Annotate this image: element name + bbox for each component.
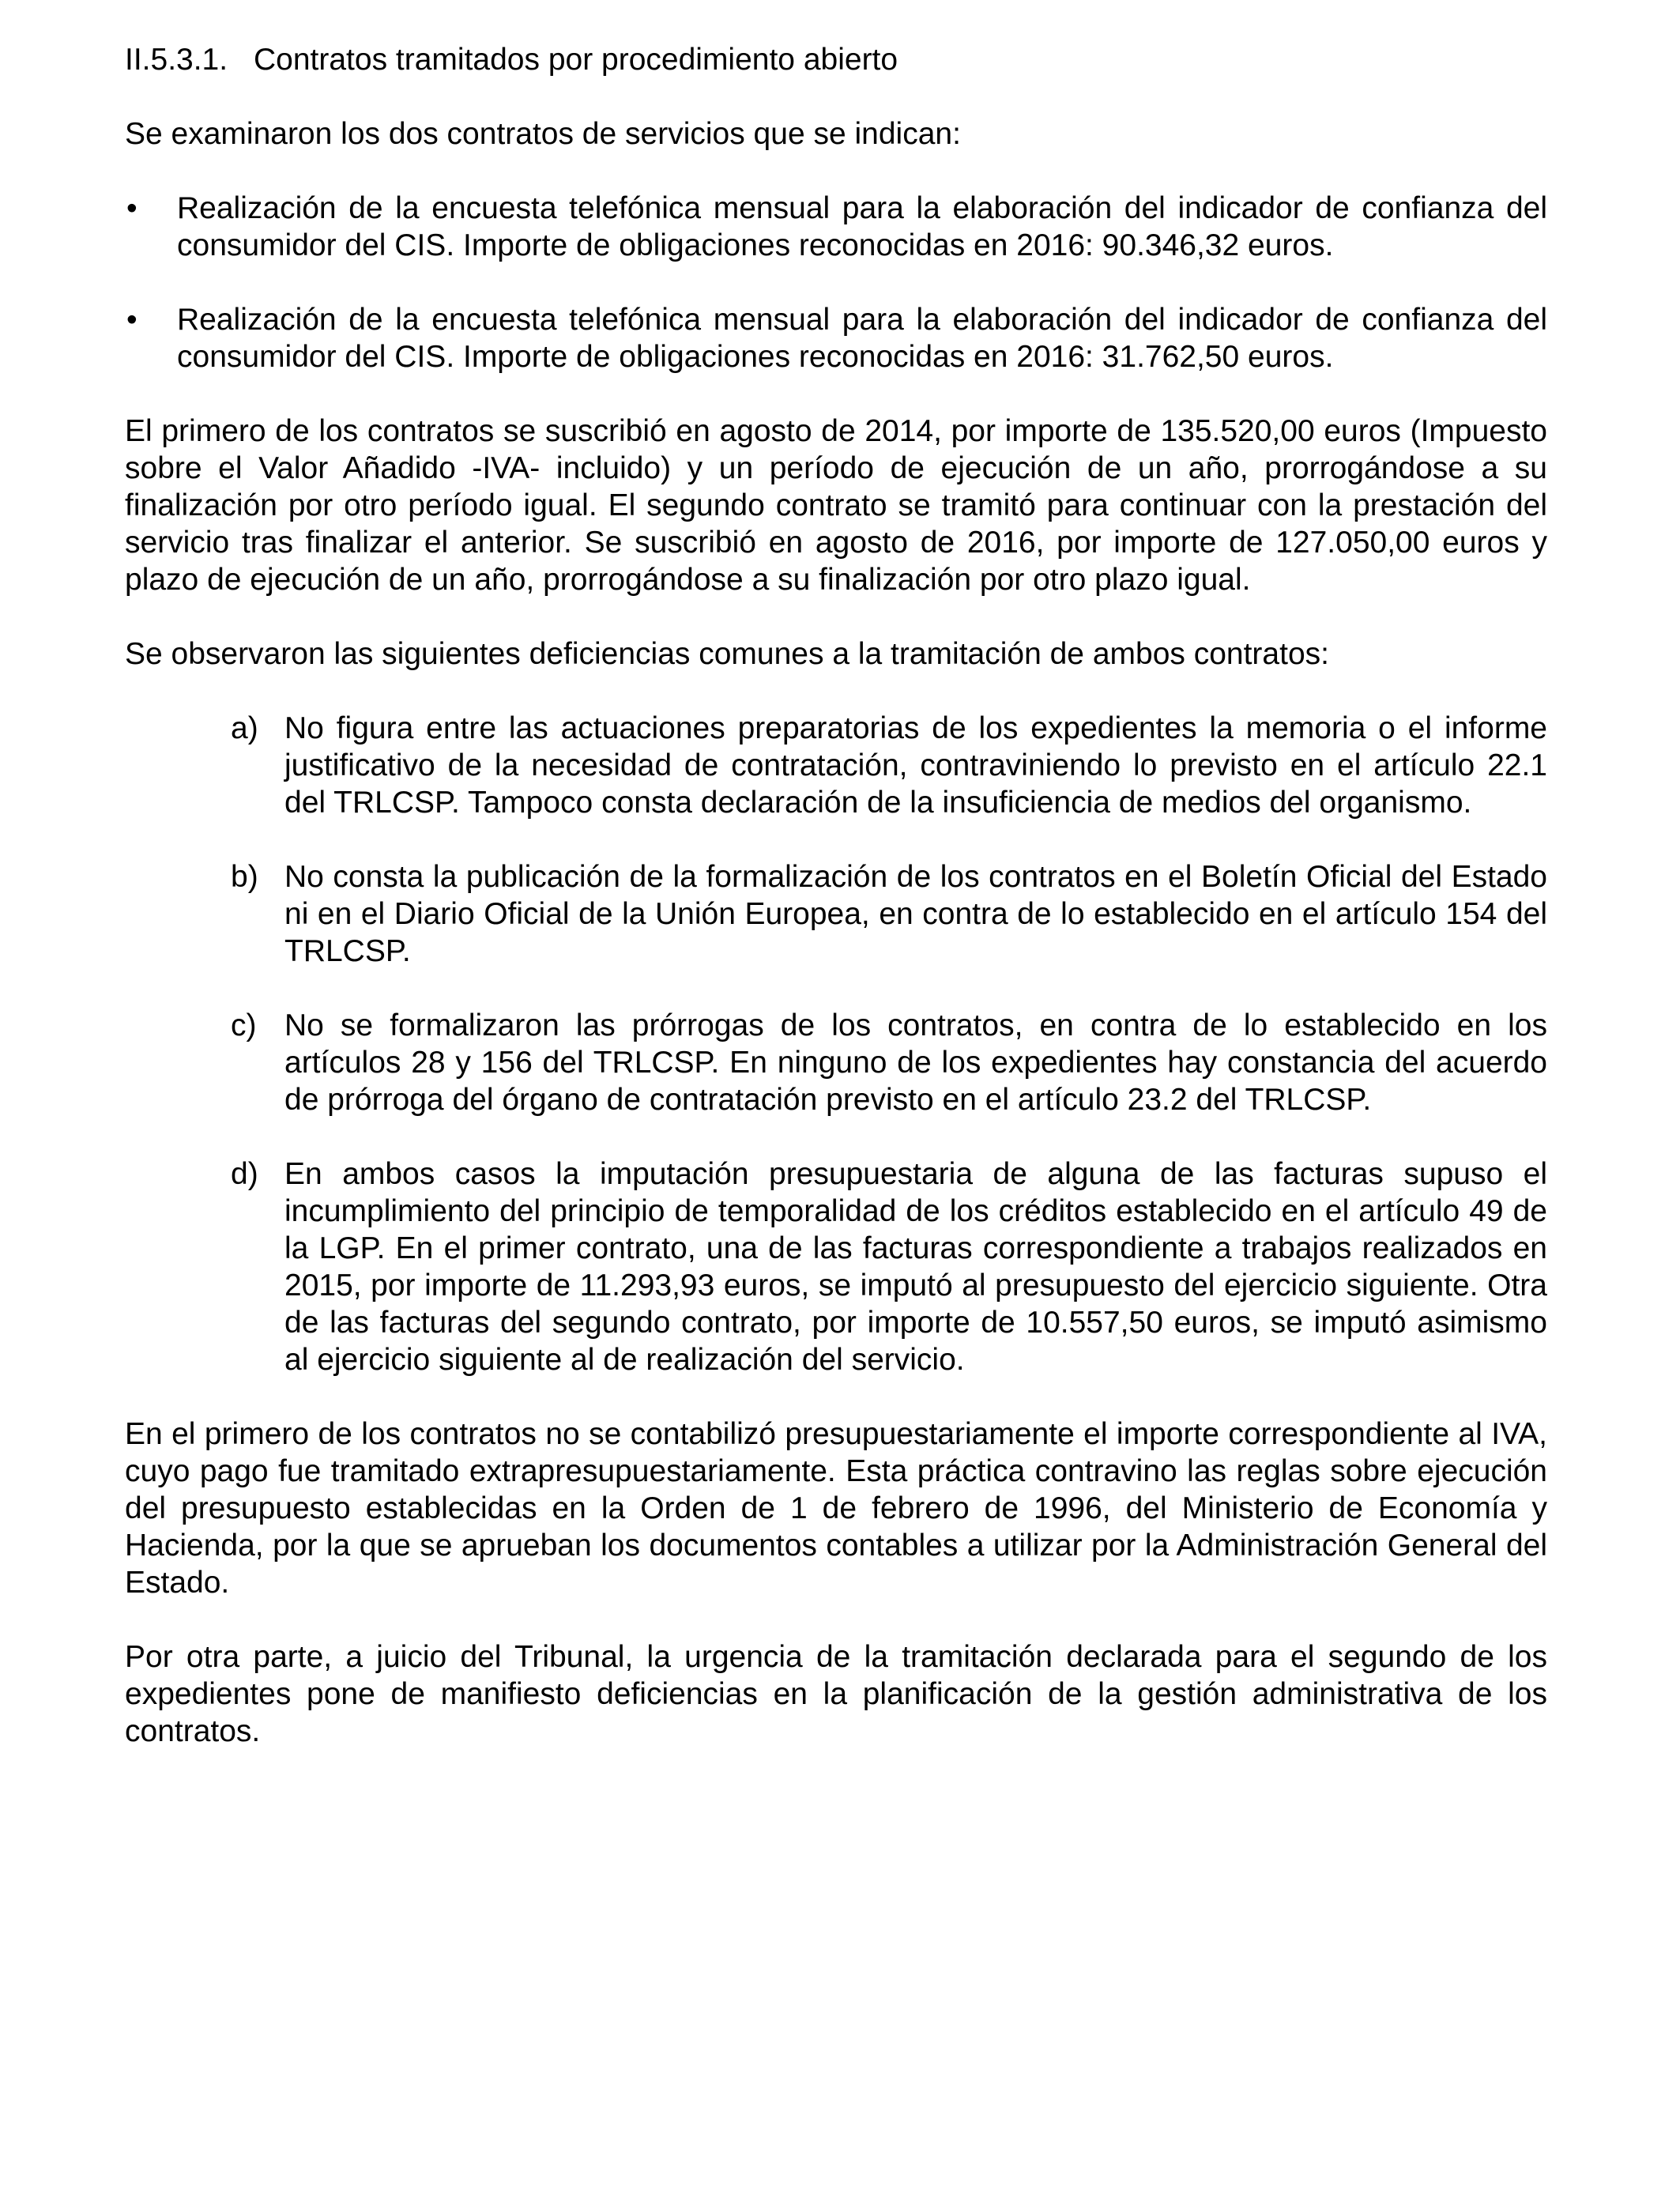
- bullet-marker: •: [126, 191, 137, 225]
- contract-text: Realización de la encuesta telefónica mensual para la elaboración del indicador de confianza del consumidor del CIS. Importe de obligaciones reconocidas en 2016: 90.346,32 euros.: [177, 191, 1547, 262]
- deficiency-text: En ambos casos la imputación presupuestaria de alguna de las facturas supuso el incumplimiento del principio de temporalidad de los créditos establecido en el artículo 49 de la LGP. En el primer contrato, una de las facturas correspondiente a trabajos realizados en 2015, por importe de 11.293,93 euros, se imputó al presupuesto del ejercicio siguiente. Otra de las facturas del segundo contrato, por importe de 10.557,50 euros, se imputó asimismo al ejercicio siguiente al de realización del servicio.: [284, 1157, 1547, 1377]
- tribunal-paragraph: Por otra parte, a juicio del Tribunal, la urgencia de la tramitación declarada para el segundo de los expedientes pone de manifiesto deficiencias en la planificación de la gestión administrativa de los contratos.: [125, 1640, 1547, 1748]
- contracts-description-paragraph: El primero de los contratos se suscribió en agosto de 2014, por importe de 135.520,00 euros (Impuesto sobre el Valor Añadido -IVA- incluido) y un período de ejecución de un año, prorrogándose a su finalización por otro período igual. El segundo contrato se tramitó para continuar con la prestación del servicio tras finalizar el anterior. Se suscribió en agosto de 2016, por importe de 127.050,00 euros y plazo de ejecución de un año, prorrogándose a su finalización por otro plazo igual.: [125, 414, 1547, 597]
- list-marker: a): [231, 711, 258, 745]
- deficiency-item: [125, 1155, 1547, 1378]
- deficiency-text: No figura entre las actuaciones preparatorias de los expedientes la memoria o el informe justificativo de la necesidad de contratación, contraviniendo lo previsto en el artículo 22.1 del TRLCSP. Tampoco consta declaración de la insuficiencia de medios del organismo.: [284, 711, 1547, 820]
- bullet-marker: •: [126, 303, 137, 337]
- contract-text: Realización de la encuesta telefónica mensual para la elaboración del indicador de confianza del consumidor del CIS. Importe de obligaciones reconocidas en 2016: 31.762,50 euros.: [177, 303, 1547, 374]
- deficiency-item: [125, 858, 1547, 970]
- contract-list: [125, 190, 1547, 375]
- deficiencies-intro-paragraph: Se observaron las siguientes deficiencias comunes a la tramitación de ambos contratos:: [125, 637, 1329, 671]
- intro-paragraph: Se examinaron los dos contratos de servicios que se indican:: [125, 117, 961, 151]
- contract-item: [125, 301, 1547, 375]
- document-page: [125, 41, 1547, 1787]
- list-marker: b): [231, 860, 258, 894]
- section-title: Contratos tramitados por procedimiento abierto: [254, 43, 898, 77]
- section-number: II.5.3.1.: [125, 43, 228, 77]
- deficiency-text: No consta la publicación de la formalización de los contratos en el Boletín Oficial del Estado ni en el Diario Oficial de la Unión Europea, en contra de lo establecido en el artículo 154 del TRLCSP.: [284, 860, 1547, 968]
- contract-item: [125, 190, 1547, 264]
- deficiency-text: No se formalizaron las prórrogas de los contratos, en contra de lo establecido en los artículos 28 y 156 del TRLCSP. En ninguno de los expedientes hay constancia del acuerdo de prórroga del órgano de contratación previsto en el artículo 23.2 del TRLCSP.: [284, 1008, 1547, 1117]
- deficiency-item: [125, 710, 1547, 821]
- deficiency-item: [125, 1007, 1547, 1118]
- section-heading: [125, 41, 1547, 78]
- list-marker: d): [231, 1157, 258, 1191]
- deficiency-list: [125, 710, 1547, 1378]
- list-marker: c): [231, 1008, 257, 1042]
- iva-paragraph: En el primero de los contratos no se contabilizó presupuestariamente el importe correspondiente al IVA, cuyo pago fue tramitado extrapresupuestariamente. Esta práctica contravino las reglas sobre ejecución del presupuesto establecidas en la Orden de 1 de febrero de 1996, del Ministerio de Economía y Hacienda, por la que se aprueban los documentos contables a utilizar por la Administración General del Estado.: [125, 1417, 1547, 1600]
